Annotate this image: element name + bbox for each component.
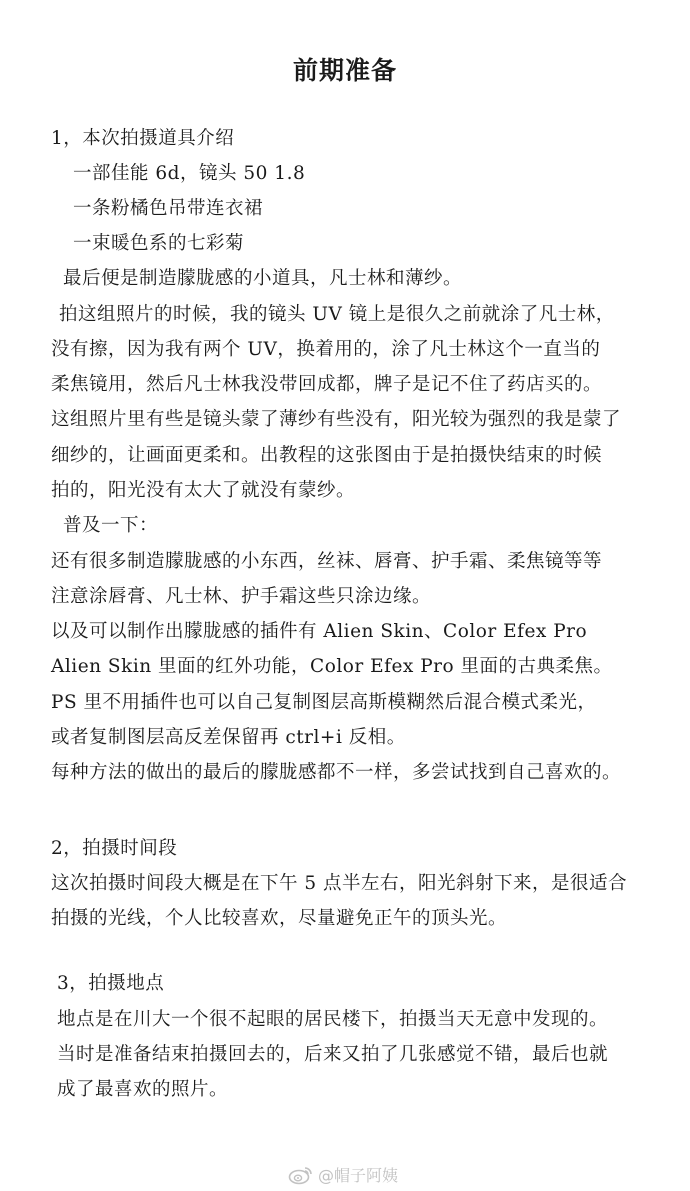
paragraph-line: 这组照片里有些是镜头蒙了薄纱有些没有，阳光较为强烈的我是蒙了 [51,409,622,430]
paragraph-line: 拍摄的光线，个人比较喜欢，尽量避免正午的顶头光。 [51,908,508,929]
paragraph-line: 还有很多制造朦胧感的小东西，丝袜、唇膏、护手霜、柔焦镜等等 [51,551,603,572]
paragraph-line: 柔焦镜用，然后凡士林我没带回成都，牌子是记不住了药店买的。 [51,374,603,395]
paragraph-line: 以及可以制作出朦胧感的插件有 Alien Skin、Color Efex Pro [51,621,588,642]
paragraph-line: 这次拍摄时间段大概是在下午 5 点半左右，阳光斜射下来，是很适合 [51,873,628,894]
section-2-heading: 2，拍摄时间段 [51,838,178,859]
paragraph-line: 成了最喜欢的照片。 [57,1079,229,1100]
paragraph-line: 或者复制图层高反差保留再 ctrl+i 反相。 [51,727,406,748]
paragraph-line: 最后便是制造朦胧感的小道具，凡士林和薄纱。 [63,268,463,289]
watermark [288,1163,398,1186]
paragraph-line: 每种方法的做出的最后的朦胧感都不一样，多尝试找到自己喜欢的。 [51,762,622,783]
paragraph-line: 地点是在川大一个很不起眼的居民楼下，拍摄当天无意中发现的。 [57,1009,609,1030]
paragraph-line: 拍这组照片的时候，我的镜头 UV 镜上是很久之前就涂了凡士林， [59,304,615,325]
paragraph-line: 当时是准备结束拍摄回去的，后来又拍了几张感觉不错，最后也就 [57,1044,609,1065]
paragraph-line: 拍的，阳光没有太大了就没有蒙纱。 [51,480,356,501]
subheading-popularize: 普及一下： [63,515,159,536]
prop-item-dress: 一条粉橘色吊带连衣裙 [73,198,264,219]
prop-item-flowers: 一束暖色系的七彩菊 [73,233,245,254]
weibo-icon [288,1165,314,1185]
section-3-heading: 3，拍摄地点 [57,973,165,994]
paragraph-line: 细纱的，让画面更柔和。出教程的这张图由于是拍摄快结束的时候 [51,445,603,466]
paragraph-line: Alien Skin 里面的红外功能，Color Efex Pro 里面的古典柔焦。 [51,656,613,677]
page-title: 前期准备 [292,56,397,85]
paragraph-line: 注意涂唇膏、凡士林、护手霜这些只涂边缘。 [51,586,432,607]
paragraph-line: 没有擦，因为我有两个 UV，换着用的，涂了凡士林这个一直当的 [51,339,601,360]
prop-item-camera: 一部佳能 6d，镜头 50 1.8 [73,163,306,184]
section-1-heading: 1，本次拍摄道具介绍 [51,128,235,149]
paragraph-line: PS 里不用插件也可以自己复制图层高斯模糊然后混合模式柔光， [51,692,597,713]
watermark-text: @帽子阿姨 [318,1166,399,1185]
